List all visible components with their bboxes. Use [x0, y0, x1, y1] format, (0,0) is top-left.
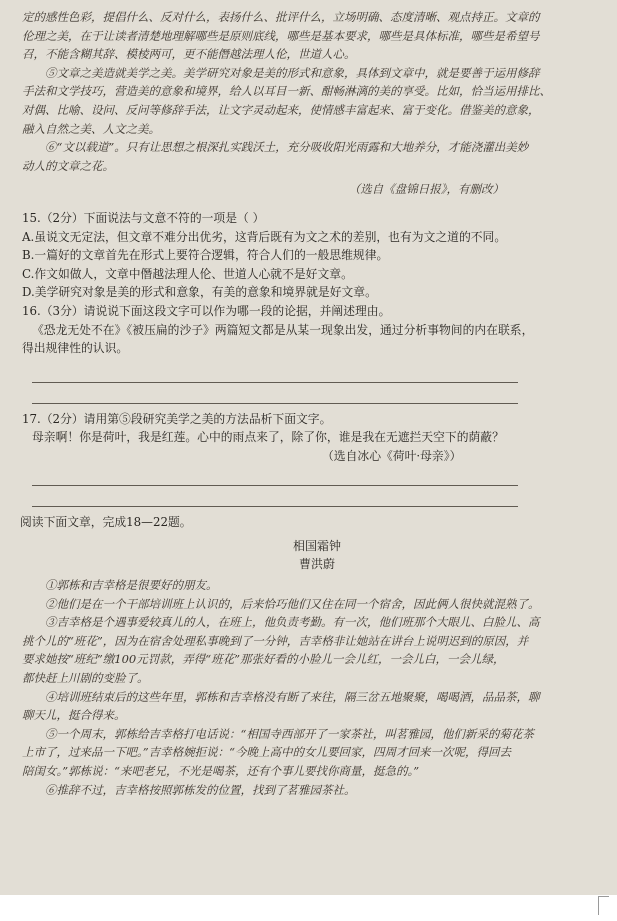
passage1-line: 召，不能含糊其辞、模棱两可，更不能僭越法理人伦，世道人心。	[22, 47, 356, 62]
article-author: 曹洪蔚	[298, 557, 335, 572]
bottom-bar	[0, 895, 617, 921]
article-line: 要求她按“班纪”缴100元罚款，弄得“班花”那张好看的小脸儿一会儿红，一会儿白，一会儿绿，	[22, 652, 505, 667]
question-15-option-a: A.虽说文无定法，但文章不难分出优劣，这背后既有为文之术的差别，也有为文之道的不同。	[22, 229, 507, 244]
article-line: 上市了，过来品一下吧。”吉幸格婉拒说：“今晚上高中的女儿要回家，四周才回来一次呢，得回去	[22, 745, 512, 760]
passage1-paragraph-6: ⑥“文以载道”。只有让思想之根深扎实践沃土，充分吸收阳光雨露和大地养分，才能浇灌出美妙	[45, 140, 529, 155]
question-16-stem: 16.（3分）请说说下面这段文字可以作为哪一段的论据，并阐述理由。	[22, 303, 391, 318]
passage1-paragraph-5: ⑤文章之美造就美学之美。美学研究对象是美的形式和意象，具体到文章中，就是要善于运用修辞	[45, 65, 540, 80]
article-paragraph-5: ⑤一个周末，郭栋给吉幸格打电话说：“相国寺西部开了一家茶社，叫茗雅园，他们新采的菊花茶	[45, 726, 534, 741]
passage1-line: 融入自然之美、人文之美。	[22, 121, 160, 136]
passage1-line: 伦理之美，在于让读者清楚地理解哪些是原则底线，哪些是基本要求，哪些是具体标准，哪些是希望号	[22, 28, 540, 43]
passage1-line: 定的感性色彩，提倡什么、反对什么，表扬什么、批评什么，立场明确、态度清晰、观点持正。文章的	[22, 10, 540, 24]
question-17-quote: 母亲啊！你是荷叶，我是红莲。心中的雨点来了，除了你，谁是我在无遮拦天空下的荫蔽？	[32, 430, 504, 445]
question-17-stem: 17.（2分）请用第⑤段研究美学之美的方法品析下面文字。	[22, 411, 332, 426]
passage1-line: 动人的文章之花。	[22, 158, 114, 173]
question-15-stem: 15.（2分）下面说法与文意不符的一项是（ ）	[22, 210, 265, 225]
article-line: 陪闺女。”郭栋说：“来吧老兄，不光是喝茶，还有个事儿要找你商量，挺急的。”	[22, 764, 420, 778]
question-15-option-b: B.一篇好的文章首先在形式上要符合逻辑，符合人们的一般思维规律。	[22, 248, 389, 263]
question-15-option-c: C.作文如做人，文章中僭越法理人伦、世道人心就不是好文章。	[22, 266, 353, 281]
answer-line[interactable]	[32, 486, 518, 507]
answer-line[interactable]	[32, 383, 518, 404]
question-15-option-d: D.美学研究对象是美的形式和意象，有美的意象和境界就是好文章。	[22, 285, 377, 300]
reading-instruction: 阅读下面文章，完成18—22题。	[20, 515, 192, 530]
passage1-source: （选自《盘锦日报》，有删改）	[348, 182, 504, 197]
question-16-text: 得出规律性的认识。	[22, 341, 129, 356]
answer-line[interactable]	[32, 362, 518, 383]
article-title: 相国霜钟	[292, 539, 341, 554]
article-line: 挑个儿的“班花”，因为在宿舍处理私事晚到了一分钟，吉幸格非让她站在讲台上说明迟到的原因，并	[22, 633, 529, 648]
page-content	[22, 8, 612, 799]
page-corner-mark	[598, 896, 609, 915]
article-paragraph-2: ②他们是在一个干部培训班上认识的，后来恰巧他们又住在同一个宿舍，因此俩人很快就混熟了。	[45, 596, 540, 611]
article-paragraph-3: ③吉幸格是个遇事爱较真儿的人，在班上，他负责考勤。有一次，他们班那个大眼儿、白脸儿、高	[45, 615, 540, 630]
article-paragraph-4: ④培训班结束后的这些年里，郭栋和吉幸格没有断了来往，隔三岔五地聚聚，喝喝酒，品品茶，聊	[45, 689, 540, 704]
article-line: 都快赶上川剧的变脸了。	[22, 671, 149, 686]
passage1-line: 手法和文学技巧，营造美的意象和境界，给人以耳目一新、酣畅淋漓的美的享受。比如，恰当运用排比、	[22, 84, 551, 99]
passage1-line: 对偶、比喻、设问、反问等修辞手法，让文字灵动起来，使情感丰富起来、富于变化。借鉴美的意象，	[22, 102, 540, 117]
question-16-text: 《恐龙无处不在》《被压扁的沙子》两篇短文都是从某一现象出发，通过分析事物间的内在联系，	[32, 322, 534, 337]
question-17-source: （选自冰心《荷叶·母亲》）	[322, 448, 462, 463]
article-paragraph-6: ⑥推辞不过，吉幸格按照郭栋发的位置，找到了茗雅园茶社。	[45, 782, 356, 797]
answer-line[interactable]	[32, 465, 518, 486]
article-line: 聊天儿，挺合得来。	[22, 708, 126, 723]
article-paragraph-1: ①郭栋和吉幸格是很要好的朋友。	[45, 578, 218, 593]
